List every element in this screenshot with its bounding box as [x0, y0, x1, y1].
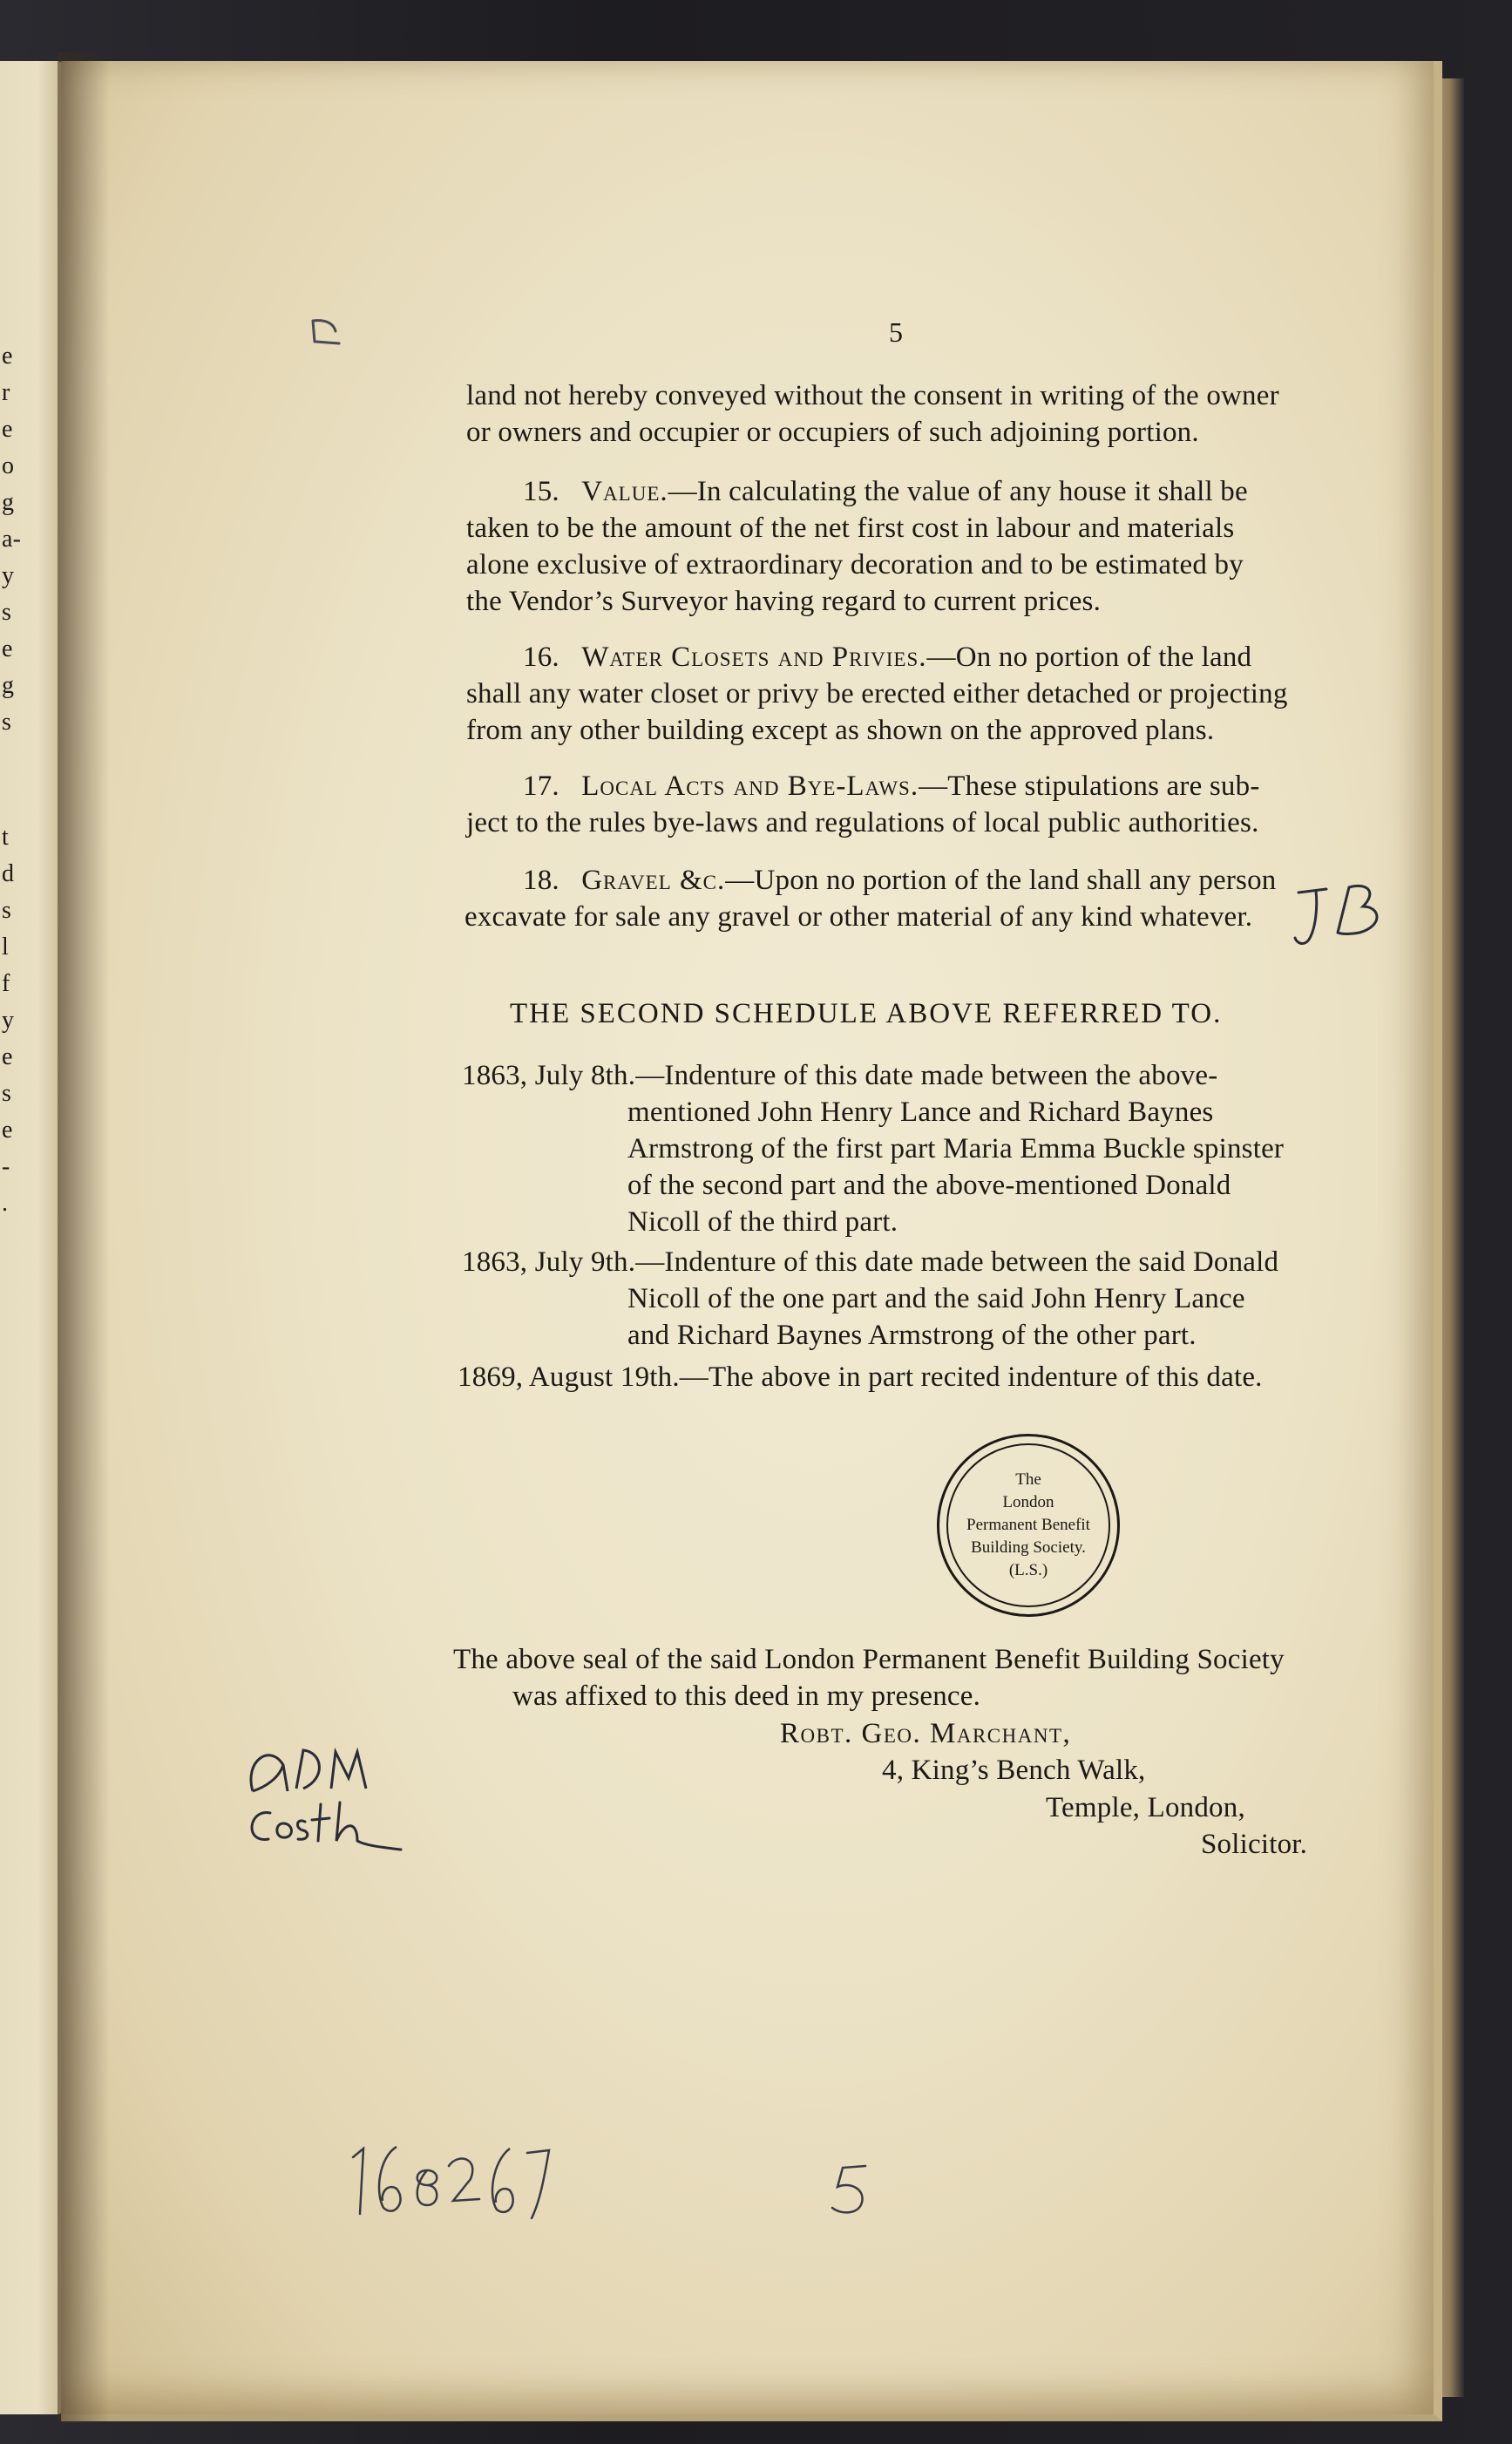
clause-15-line-1: —In calculating the value of any house it shall be: [668, 476, 1248, 507]
facing-page-fragment: f: [2, 970, 10, 997]
facing-page-fragment: e: [2, 343, 13, 370]
facing-page-fragment: e: [2, 635, 13, 662]
clause-15-heading: Value.: [581, 476, 668, 507]
facing-page-fragment: e: [2, 416, 13, 443]
schedule-heading: THE SECOND SCHEDULE ABOVE REFERRED TO.: [510, 998, 1223, 1029]
facing-page-fragment: .: [2, 1190, 9, 1217]
facing-page-fragment: o: [2, 452, 15, 479]
clause-18-heading: Gravel &c.: [581, 865, 726, 896]
handwritten-reference-number: [344, 2131, 553, 2231]
schedule-entry-1-line-3: Armstrong of the first part Maria Emma Buckle spinster: [627, 1133, 1285, 1164]
clause-18-line-2: excavate for sale any gravel or other material of any kind whatever.: [464, 901, 1253, 933]
clause-17-line-2: ject to the rules bye-laws and regulations of local public authorities.: [466, 807, 1259, 838]
clause-17-line-1: —These stipulations are sub-: [919, 771, 1260, 802]
schedule-entry-2-line-2: Nicoll of the one part and the said John Henry Lance: [627, 1283, 1245, 1314]
facing-page-fragment: s: [2, 599, 12, 626]
schedule-entry-2-date: 1863, July 9th.: [462, 1246, 636, 1278]
schedule-entry-1-line-1: —Indenture of this date made between the above-: [635, 1060, 1218, 1091]
intro-line-2: or owners and occupier or occupiers of such adjoining portion.: [466, 417, 1199, 448]
clause-18-first-line: [523, 866, 1277, 895]
facing-page-edge: [0, 61, 63, 2414]
gutter-shadow: [58, 52, 110, 2423]
schedule-entry-3-line: [458, 1363, 1263, 1392]
pencil-mark: [309, 316, 344, 355]
clause-15-line-2: taken to be the amount of the net first cost in labour and materials: [466, 513, 1235, 544]
schedule-entry-1-date: 1863, July 8th.: [462, 1060, 636, 1091]
attestation-signatory: Robt. Geo. Marchant,: [780, 1718, 1072, 1749]
schedule-entry-1-line-4: of the second part and the above-mentioned Donald: [627, 1170, 1231, 1201]
facing-page-fragment: t: [2, 824, 9, 851]
attestation-address-1: 4, King’s Bench Walk,: [882, 1755, 1146, 1786]
facing-page-fragment: s: [2, 1080, 12, 1107]
schedule-entry-1-line-2: mentioned John Henry Lance and Richard Baynes: [627, 1096, 1214, 1128]
schedule-entry-2-line-1: —Indenture of this date made between the said Donald: [635, 1246, 1279, 1278]
clause-17-heading: Local Acts and Bye-Laws.: [581, 771, 919, 802]
clause-17-first-line: [523, 772, 1260, 801]
attestation-address-2: Temple, London,: [1046, 1792, 1245, 1823]
clause-15-number: 15.: [523, 476, 559, 507]
clause-16-first-line: [523, 643, 1251, 672]
clause-18-line-1: —Upon no portion of the land shall any person: [725, 865, 1277, 896]
facing-page-fragment: a-: [2, 526, 22, 553]
facing-page-fragment: d: [2, 860, 15, 887]
society-seal: [937, 1434, 1120, 1617]
handwritten-page-number: [824, 2157, 876, 2223]
facing-page-fragment: g: [2, 672, 15, 699]
attestation-line-1: The above seal of the said London Permanent Benefit Building Society: [453, 1644, 1285, 1675]
schedule-entry-1-line-5: Nicoll of the third part.: [627, 1206, 898, 1238]
schedule-entry-2-first-line: [462, 1248, 1278, 1277]
seal-line-1: The: [1015, 1470, 1041, 1489]
clause-16-number: 16.: [523, 642, 559, 673]
document-page: [61, 61, 1442, 2421]
attestation-role: Solicitor.: [1201, 1829, 1308, 1860]
schedule-entry-2-line-3: and Richard Baynes Armstrong of the other part.: [627, 1320, 1197, 1351]
schedule-entry-3-date: 1869, August 19th.: [458, 1361, 680, 1393]
facing-page-fragment: y: [2, 562, 15, 589]
clause-15-first-line: [523, 478, 1248, 506]
handwritten-margin-note: [235, 1726, 410, 1870]
page-number: 5: [889, 316, 904, 348]
clause-16-heading: Water Closets and Privies.: [581, 642, 927, 673]
intro-line-1: land not hereby conveyed without the consent in writing of the owner: [466, 380, 1279, 411]
facing-page-fragment: s: [2, 709, 12, 736]
facing-page-fragment: s: [2, 897, 12, 924]
society-seal-inner-ring: [946, 1443, 1110, 1607]
schedule-entry-1-first-line: [462, 1062, 1217, 1090]
seal-line-3: Permanent Benefit: [966, 1516, 1090, 1534]
clause-15-line-3: alone exclusive of extraordinary decoration and to be estimated by: [466, 549, 1244, 580]
facing-page-fragment: l: [2, 933, 9, 961]
facing-page-fragment: r: [2, 379, 10, 406]
clause-18-number: 18.: [523, 865, 559, 896]
clause-17-number: 17.: [523, 771, 559, 802]
attestation-line-2: was affixed to this deed in my presence.: [512, 1680, 981, 1712]
clause-15-line-4: the Vendor’s Surveyor having regard to current prices.: [466, 586, 1102, 617]
seal-line-2: London: [1002, 1493, 1054, 1511]
seal-line-5: (L.S.): [1008, 1561, 1048, 1579]
clause-16-line-2: shall any water closet or privy be erected either detached or projecting: [466, 678, 1288, 709]
facing-page-fragment: y: [2, 1007, 15, 1034]
facing-page-fragment: e: [2, 1043, 13, 1070]
clause-16-line-1: —On no portion of the land: [926, 642, 1252, 673]
handwritten-initials-jb: [1290, 880, 1394, 954]
clause-16-line-3: from any other building except as shown on the approved plans.: [466, 715, 1215, 746]
schedule-entry-3-line-1: —The above in part recited indenture of this date.: [679, 1361, 1263, 1393]
facing-page-fragment: e: [2, 1117, 13, 1144]
facing-page-fragment: -: [2, 1153, 10, 1180]
seal-line-4: Building Society.: [971, 1538, 1086, 1557]
facing-page-fragment: g: [2, 489, 15, 516]
